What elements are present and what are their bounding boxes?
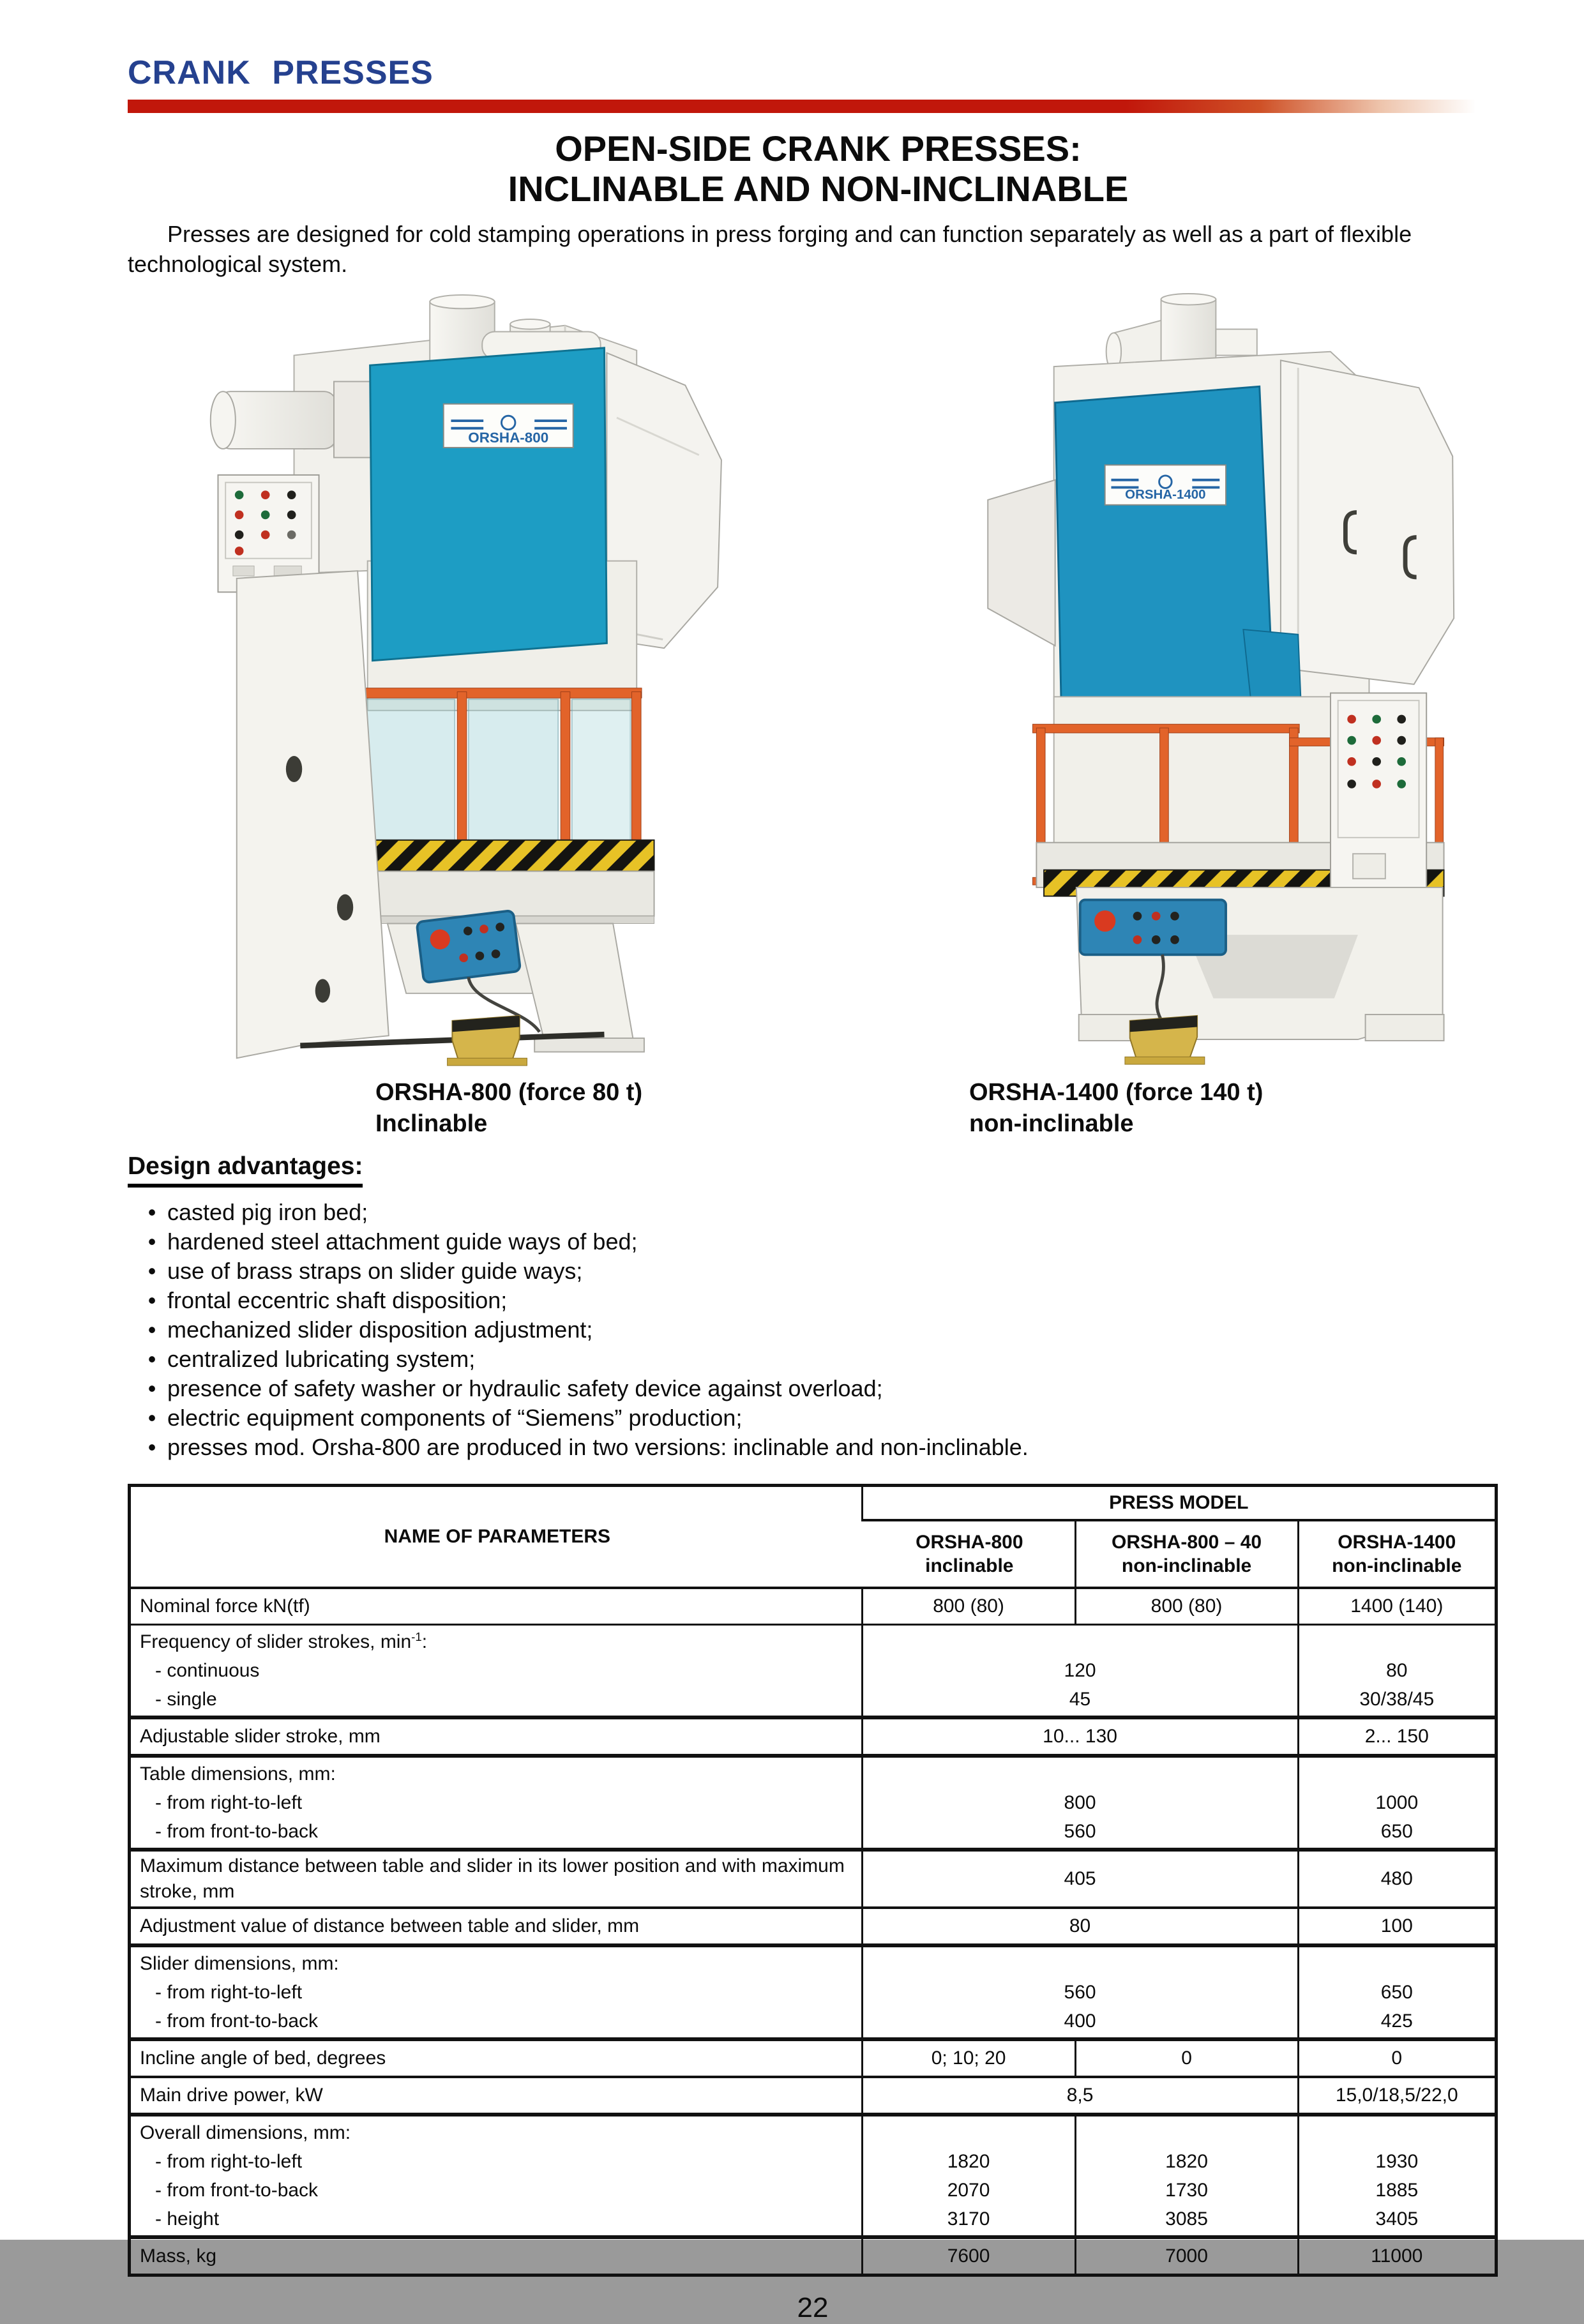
model-type: non-inclinable	[1121, 1555, 1252, 1576]
param-value: 0	[1298, 2039, 1496, 2077]
param-value: 8,5	[862, 2077, 1298, 2115]
bullet-icon: •	[147, 1287, 156, 1313]
param-value: 560 400	[862, 1945, 1298, 2039]
table-row	[130, 1717, 1497, 1756]
advantages-list	[137, 1198, 1509, 1462]
param-name: Slider dimensions, mm: - from right-to-left - from front-to-back	[130, 1945, 863, 2039]
param-name: Incline angle of bed, degrees	[130, 2039, 863, 2077]
table-row	[130, 1625, 1497, 1718]
param-name: Adjustment value of distance between table and slider, mm	[130, 1908, 863, 1945]
caption-sub: Inclinable	[375, 1110, 488, 1137]
red-divider-bar	[128, 100, 1476, 113]
param-value: 1820 1730 3085	[1075, 2115, 1298, 2237]
param-name: Maximum distance between table and slider in its lower position and with maximum stroke, mm	[130, 1850, 863, 1908]
figure-orsha-1400	[887, 293, 1462, 1140]
caption-title: ORSHA-800 (force 80 t)	[375, 1079, 643, 1106]
press-photo-orsha-1400	[887, 293, 1462, 1066]
page-title	[128, 128, 1509, 209]
list-item-text: use of brass straps on slider guide ways;	[167, 1258, 583, 1284]
param-value: 405	[862, 1850, 1298, 1908]
caption-title: ORSHA-1400 (force 140 t)	[969, 1079, 1263, 1106]
list-item-text: electric equipment components of “Siemens” production;	[167, 1405, 743, 1431]
param-value: 0	[1075, 2039, 1298, 2077]
table-row	[130, 2115, 1497, 2237]
control-pendant	[417, 910, 521, 983]
param-value: 1820 2070 3170	[862, 2115, 1075, 2237]
list-item	[137, 1374, 1509, 1403]
list-item	[137, 1403, 1509, 1433]
list-item-text: frontal eccentric shaft disposition;	[167, 1287, 508, 1313]
page-title-line2: INCLINABLE AND NON-INCLINABLE	[508, 169, 1129, 209]
parameters-table	[128, 1484, 1498, 2277]
model-type: non-inclinable	[1332, 1555, 1462, 1576]
param-name: Table dimensions, mm: - from right-to-left - from front-to-back	[130, 1756, 863, 1850]
press-figures	[128, 293, 1509, 1140]
col-header-model-3	[1298, 1520, 1496, 1588]
table-row	[130, 1850, 1497, 1908]
param-value: 0; 10; 20	[862, 2039, 1075, 2077]
param-value: 1000 650	[1298, 1756, 1496, 1850]
col-header-model-1	[862, 1520, 1075, 1588]
drive-housing	[1281, 360, 1454, 684]
param-value: 800 560	[862, 1756, 1298, 1850]
param-value: 10... 130	[862, 1717, 1298, 1756]
figure-orsha-800	[193, 293, 731, 1140]
foot-pedal	[448, 1016, 527, 1066]
advantages-heading: Design advantages:	[128, 1152, 363, 1188]
bullet-icon: •	[147, 1258, 156, 1284]
design-advantages	[128, 1152, 1509, 1462]
table-row	[130, 2039, 1497, 2077]
plate-text: ORSHA-1400	[1125, 487, 1206, 502]
model-type: inclinable	[925, 1555, 1014, 1576]
mid-body	[1054, 697, 1369, 846]
bullet-icon: •	[147, 1434, 156, 1460]
list-item-text: hardened steel attachment guide ways of bed;	[167, 1228, 638, 1255]
param-value: 15,0/18,5/22,0	[1298, 2077, 1496, 2115]
table-header-group-row	[130, 1486, 1497, 1521]
page-number: 22	[797, 2292, 829, 2323]
table-row	[130, 1588, 1497, 1625]
list-item-text: casted pig iron bed;	[167, 1199, 368, 1225]
param-value: 650 425	[1298, 1945, 1496, 2039]
list-item	[137, 1433, 1509, 1462]
list-item	[137, 1198, 1509, 1227]
param-value: 11000	[1298, 2237, 1496, 2275]
list-item-text: presence of safety washer or hydraulic safety device against overload;	[167, 1375, 883, 1401]
param-value: 120 45	[862, 1625, 1298, 1718]
param-name: Overall dimensions, mm: - from right-to-left - from front-to-back - height	[130, 2115, 863, 2237]
model-name: ORSHA-1400	[1338, 1532, 1456, 1553]
bullet-icon: •	[147, 1317, 156, 1343]
param-value: 7600	[862, 2237, 1075, 2275]
list-item-text: centralized lubricating system;	[167, 1346, 476, 1372]
bullet-icon: •	[147, 1405, 156, 1431]
param-name: Mass, kg	[130, 2237, 863, 2275]
param-value: 800 (80)	[862, 1588, 1075, 1625]
bullet-icon: •	[147, 1346, 156, 1372]
plate-text: ORSHA-800	[468, 430, 549, 446]
list-item	[137, 1286, 1509, 1315]
col-header-model-2	[1075, 1520, 1298, 1588]
front-panel	[370, 348, 607, 661]
table-row	[130, 1908, 1497, 1945]
bullet-icon: •	[147, 1375, 156, 1401]
param-name: Main drive power, kW	[130, 2077, 863, 2115]
table-row	[130, 1945, 1497, 2039]
param-name: Frequency of slider strokes, $\min^{-1}$: - continuous - single	[130, 1625, 863, 1718]
foot-pedal	[1125, 1016, 1205, 1064]
side-hopper	[988, 480, 1055, 646]
table-row	[130, 2237, 1497, 2275]
caption-sub: non-inclinable	[969, 1110, 1134, 1137]
bullet-icon: •	[147, 1199, 156, 1225]
param-value: 2... 150	[1298, 1717, 1496, 1756]
model-name: ORSHA-800 – 40	[1111, 1532, 1262, 1553]
param-name: Adjustable slider stroke, mm	[130, 1717, 863, 1756]
table-row	[130, 1756, 1497, 1850]
page-title-line1: OPEN-SIDE CRANK PRESSES:	[555, 128, 1082, 169]
param-value: 1400 (140)	[1298, 1588, 1496, 1625]
param-value: 1930 1885 3405	[1298, 2115, 1496, 2237]
press-photo-orsha-800	[193, 293, 731, 1066]
col-header-press-model: PRESS MODEL	[862, 1486, 1496, 1521]
param-name: Nominal force kN(tf)	[130, 1588, 863, 1625]
name-plate	[444, 404, 573, 448]
list-item-text: presses mod. Orsha-800 are produced in two versions: inclinable and non-inclinable.	[167, 1434, 1029, 1460]
col-header-name: NAME OF PARAMETERS	[130, 1486, 863, 1588]
model-name: ORSHA-800	[916, 1532, 1023, 1553]
param-value: 80 30/38/45	[1298, 1625, 1496, 1718]
caption-orsha-800	[375, 1077, 731, 1140]
intro-paragraph: Presses are designed for cold stamping operations in press forging and can function separately as well as a part of flexible technological system.	[128, 221, 1412, 277]
param-value: 100	[1298, 1908, 1496, 1945]
param-value: 800 (80)	[1075, 1588, 1298, 1625]
table-row	[130, 2077, 1497, 2115]
list-item	[137, 1256, 1509, 1286]
list-item	[137, 1345, 1509, 1374]
param-value: 480	[1298, 1850, 1496, 1908]
control-panel	[1080, 900, 1226, 954]
list-item-text: mechanized slider disposition adjustment;	[167, 1317, 593, 1343]
param-value: 7000	[1075, 2237, 1298, 2275]
bullet-icon: •	[147, 1228, 156, 1255]
caption-orsha-1400	[969, 1077, 1462, 1140]
param-value: 80	[862, 1908, 1298, 1945]
list-item	[137, 1315, 1509, 1345]
list-item	[137, 1227, 1509, 1256]
section-header: CRANK PRESSES	[128, 54, 434, 91]
name-plate	[1105, 465, 1226, 504]
